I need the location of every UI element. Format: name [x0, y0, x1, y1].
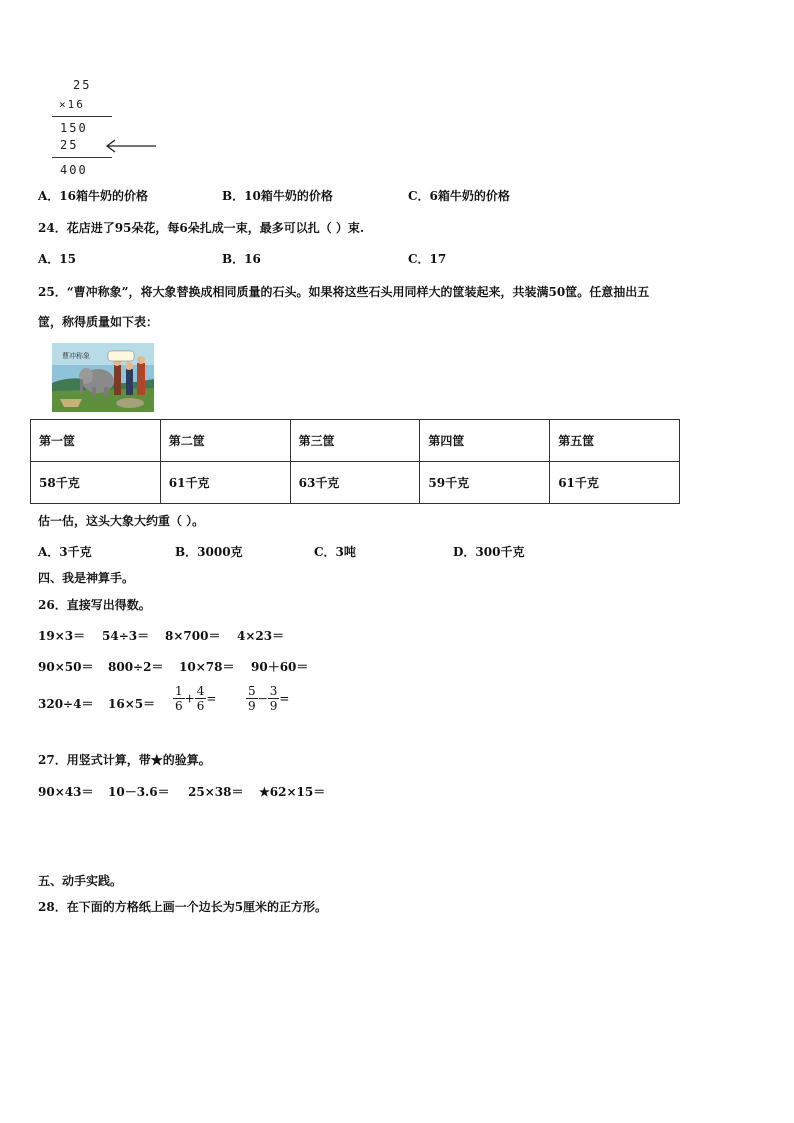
table-header-cell: 第一筐	[31, 420, 161, 462]
q28-question: 28．在下面的方格纸上画一个边长为5厘米的正方形。	[38, 900, 328, 914]
q27-item: 90×43＝	[38, 785, 94, 799]
equals-sign: =	[279, 691, 290, 706]
illustration-caption: 曹冲称象	[62, 352, 90, 360]
table-cell: 61千克	[550, 462, 680, 504]
table-row	[31, 462, 680, 504]
fraction	[195, 684, 207, 713]
section-4-title: 四、我是神算手。	[38, 571, 135, 585]
q27-title: 27．用竖式计算，带★的验算。	[38, 753, 211, 767]
q24-option-a: A．15	[38, 252, 77, 266]
table-header-row	[31, 420, 680, 462]
denominator: 9	[269, 699, 278, 713]
section-5-title: 五、动手实践。	[38, 874, 123, 888]
numerator: 4	[196, 684, 205, 698]
q26-item: 8×700＝	[165, 629, 221, 643]
fraction	[268, 684, 280, 713]
q25-option-d: D．300千克	[453, 545, 525, 559]
q27-item: 10－3.6＝	[108, 785, 170, 799]
q26-item: 16×5＝	[108, 697, 156, 711]
q26-title: 26．直接写出得数。	[38, 598, 151, 612]
numerator: 5	[248, 684, 256, 698]
q24-option-b: B．16	[222, 252, 261, 266]
denominator: 6	[175, 699, 183, 713]
q26-item: 800÷2＝	[108, 660, 164, 674]
q26-item: 54÷3＝	[102, 629, 150, 643]
table-cell: 63千克	[290, 462, 420, 504]
q26-item: 10×78＝	[179, 660, 235, 674]
q26-fraction-difference	[246, 684, 289, 713]
q23-option-a: A．16箱牛奶的价格	[38, 189, 149, 203]
numerator: 3	[269, 684, 278, 698]
calc-partial-2: 25	[60, 138, 79, 152]
table-header-cell: 第二筐	[160, 420, 290, 462]
q26-item: 90×50＝	[38, 660, 94, 674]
q26-item: 320÷4＝	[38, 697, 94, 711]
table-cell: 58千克	[31, 462, 161, 504]
q27-item: 25×38＝	[188, 785, 244, 799]
q25-question-line1: 25．“曹冲称象”，将大象替换成相同质量的石头。如果将这些石头用同样大的筐装起来，共装满50筐。任意抽出五	[38, 285, 650, 299]
q25-option-c: C．3吨	[314, 545, 356, 559]
table-cell: 61千克	[160, 462, 290, 504]
q25-estimate-question: 估一估，这头大象大约重（ ）。	[38, 514, 205, 528]
denominator: 6	[196, 699, 205, 713]
q26-item: 90＋60＝	[251, 660, 309, 674]
q24-option-c: C．17	[408, 252, 447, 266]
table-header-cell: 第五筐	[550, 420, 680, 462]
basket-weight-table	[30, 419, 680, 504]
fraction	[246, 684, 258, 713]
q25-option-a: A．3千克	[38, 545, 92, 559]
table-header-cell: 第三筐	[290, 420, 420, 462]
q23-option-b: B．10箱牛奶的价格	[222, 189, 333, 203]
calc-divider	[52, 116, 112, 117]
q27-item: ★62×15＝	[259, 785, 326, 799]
calc-divider	[52, 157, 112, 158]
q26-fraction-sum	[173, 684, 216, 713]
fraction	[173, 684, 185, 713]
table-cell: 59千克	[420, 462, 550, 504]
denominator: 9	[248, 699, 256, 713]
numerator: 1	[175, 684, 183, 698]
q23-option-c: C．6箱牛奶的价格	[408, 189, 510, 203]
q25-option-b: B．3000克	[175, 545, 243, 559]
table-header-cell: 第四筐	[420, 420, 550, 462]
arrow-left-icon	[104, 138, 158, 154]
equals-sign: =	[206, 691, 217, 706]
calc-partial-1: 150	[60, 121, 88, 135]
calc-multiplier: ×16	[59, 98, 85, 111]
q26-item: 19×3＝	[38, 629, 86, 643]
q24-question: 24．花店进了95朵花，每6朵扎成一束，最多可以扎（ ）束.	[38, 221, 365, 235]
calc-multiplicand: 25	[73, 78, 92, 92]
operator: −	[257, 691, 268, 706]
q25-question-line2: 筐，称得质量如下表：	[38, 315, 159, 329]
q26-item: 4×23＝	[237, 629, 285, 643]
operator: +	[184, 691, 195, 706]
calc-result: 400	[60, 163, 88, 177]
